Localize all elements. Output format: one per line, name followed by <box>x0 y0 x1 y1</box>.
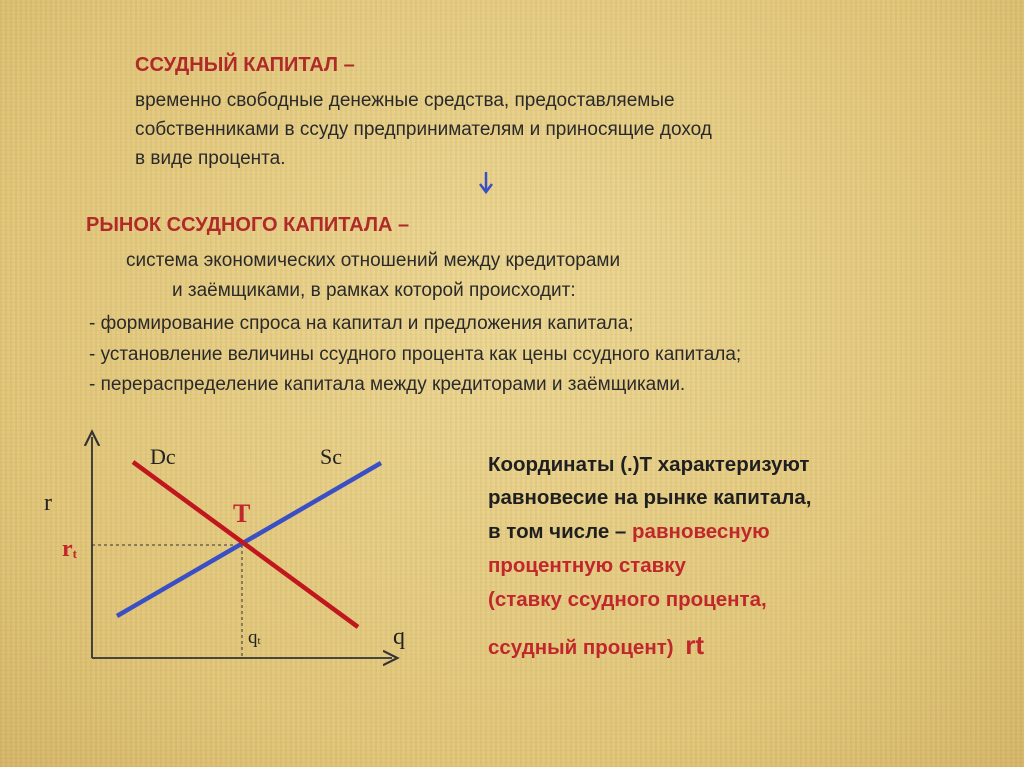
note-line-2: равновесие на рынке капитала, <box>488 486 812 509</box>
section1-line-3: в виде процента. <box>135 148 286 169</box>
section2-line-1: система экономических отношений между кредиторами <box>126 250 621 271</box>
note-line-3-text: в том числе – <box>488 520 633 543</box>
note-line-3-accent: равновесную <box>632 520 770 543</box>
section1-line-2: собственниками в ссуду предпринимателям и приносящие доход <box>135 119 712 140</box>
supply-curve <box>117 463 381 616</box>
q-eq-label: qt <box>248 627 261 648</box>
equilibrium-label: T <box>233 499 251 528</box>
note-line-1: Координаты (.)Т характеризуют <box>488 453 810 476</box>
note-line-6 <box>488 630 704 661</box>
note-line-3 <box>488 520 770 544</box>
r-eq-label: rt <box>62 536 77 562</box>
section2-title: РЫНОК ССУДНОГО КАПИТАЛА – <box>86 214 410 236</box>
section1-line-1: временно свободные денежные средства, предоставляемые <box>135 90 675 111</box>
section2-line-5: - перераспределение капитала между кредиторами и заёмщиками. <box>89 374 686 395</box>
supply-label: Sc <box>320 444 342 469</box>
section2-line-3: - формирование спроса на капитал и предложения капитала; <box>89 313 634 334</box>
demand-label: Dc <box>150 444 176 469</box>
x-axis-label: q <box>393 624 405 650</box>
note-line-5: (ставку ссудного процента, <box>488 588 767 611</box>
section2-line-2: и заёмщиками, в рамках которой происходит: <box>172 280 576 301</box>
section1-title: ССУДНЫЙ КАПИТАЛ – <box>135 54 355 76</box>
section2-line-4: - установление величины ссудного процента как цены ссудного капитала; <box>89 344 742 365</box>
note-rt-symbol: rt <box>685 630 705 660</box>
note-line-6-text: ссудный процент) <box>488 636 674 659</box>
note-line-4: процентную ставку <box>488 554 686 577</box>
y-axis-label: r <box>44 490 52 516</box>
